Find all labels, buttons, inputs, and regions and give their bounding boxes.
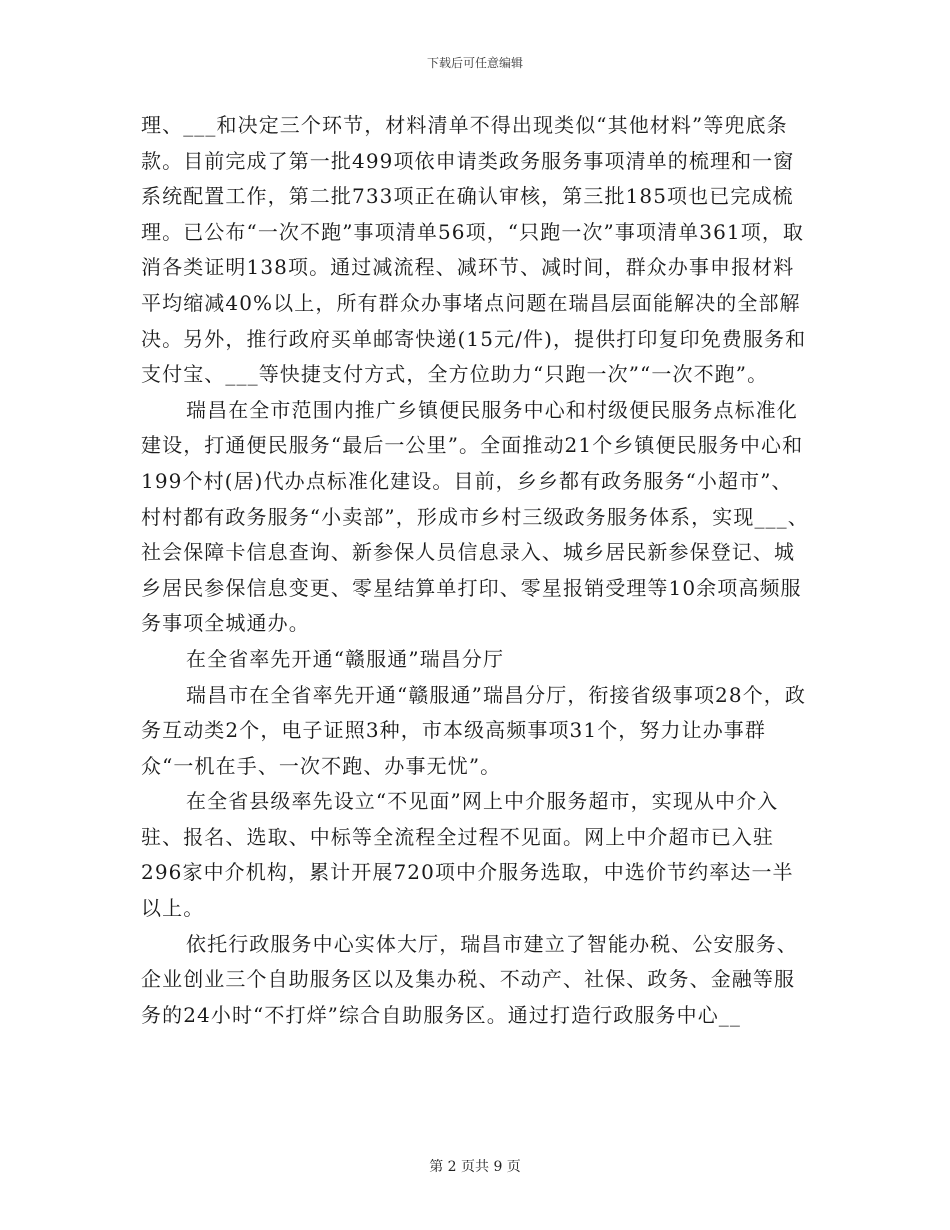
- section-heading: 在全省率先开通“赣服通”瑞昌分厅: [186, 646, 505, 671]
- paragraph: 在全省县级率先设立“不见面”网上中介服务超市，实现从中介入驻、报名、选取、中标等全流程全过程不见面。网上中介超市已入驻296家中介机构，累计开展720项中介服务选取，中选价节约率达一半以上。: [141, 789, 794, 921]
- page-header: 下载后可任意编辑: [426, 56, 523, 70]
- paragraph-continuation: 理、___和决定三个环节，材料清单不得出现类似“其他材料”等兜底条款。目前完成了第一批499项依申请类政务服务事项清单的梳理和一窗系统配置工作，第二批733项正在确认审核，第三批185项也已完成梳理。已公布“一次不跑”事项清单56项，“只跑一次”事项清单361项，取消各类证明138项。通过减流程、减环节、减时间，群众办事申报材料平均缩减40%以上，所有群众办事堵点问题在瑞昌层面能解决的全部解决。另外，推行政府买单邮寄快递(15元/件)，提供打印复印免费服务和支付宝、___等快捷支付方式，全方位助力“只跑一次”“一次不跑”。: [141, 113, 807, 387]
- page-number-footer: 第 2 页共 9 页: [429, 1159, 521, 1175]
- paragraph: 瑞昌在全市范围内推广乡镇便民服务中心和村级便民服务点标准化建设，打通便民服务“最后一公里”。全面推动21个乡镇便民服务中心和199个村(居)代办点标准化建设。目前，乡乡都有政务服务“小超市”、村村都有政务服务“小卖部”，形成市乡村三级政务服务体系，实现___、社会保障卡信息查询、新参保人员信息录入、城乡居民新参保登记、城乡居民参保信息变更、零星结算单打印、零星报销受理等10余项高频服务事项全城通办。: [141, 397, 809, 636]
- paragraph: 依托行政服务中心实体大厅，瑞昌市建立了智能办税、公安服务、企业创业三个自助服务区以及集办税、不动产、社保、政务、金融等服务的24小时“不打烊”综合自助服务区。通过打造行政服务中心__: [141, 931, 798, 1027]
- paragraph: 瑞昌市在全省率先开通“赣服通”瑞昌分厅，衔接省级事项28个，政务互动类2个，电子证照3种，市本级高频事项31个，努力让办事群众“一机在手、一次不跑、办事无忧”。: [141, 682, 806, 778]
- document-body: [141, 108, 813, 1033]
